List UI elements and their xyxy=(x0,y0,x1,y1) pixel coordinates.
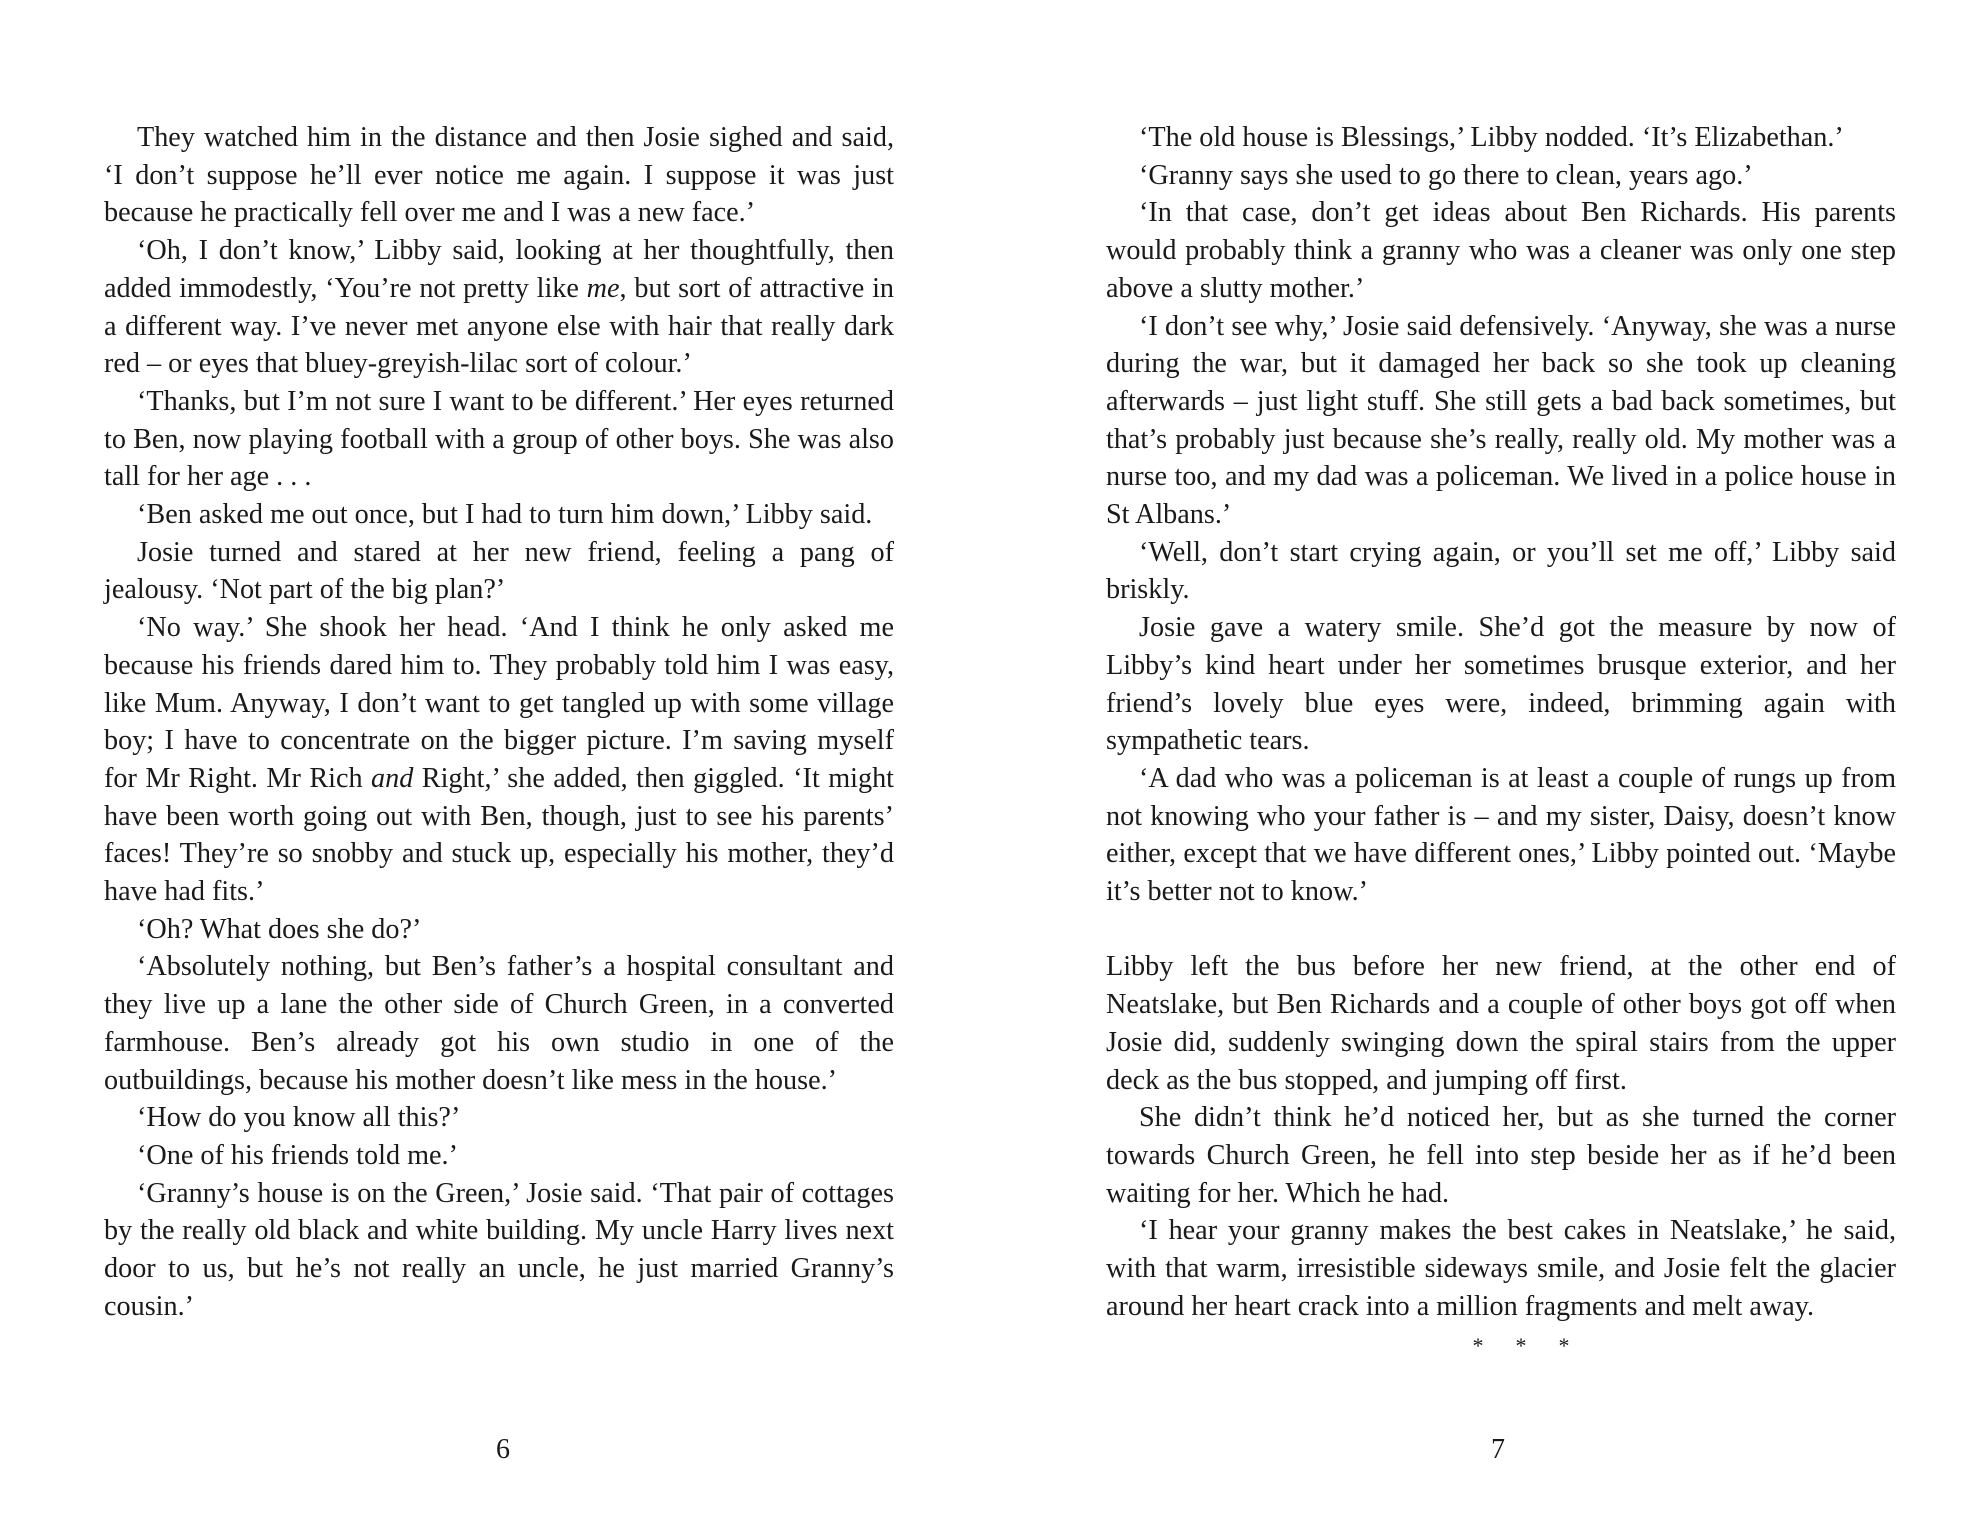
paragraph xyxy=(104,232,894,383)
paragraph-text: ‘Thanks, but I’m not sure I want to be different.’ Her eyes returned to Ben, now playing football with a group of other boys. She was also tall for her age . . . xyxy=(104,385,894,493)
paragraph xyxy=(104,1175,894,1326)
paragraph-text: ‘Ben asked me out once, but I had to turn him down,’ Libby said. xyxy=(137,499,873,531)
right-page-number: 7 xyxy=(1491,1434,1505,1465)
paragraph-text: ‘I don’t see why,’ Josie said defensively. ‘Anyway, she was a nurse during the war, but it damaged her back so she took up cleaning afterwards – just light stuff. She still gets a bad back sometimes, but that’s probably just because she’s really, really old. My mother was a nurse too, and my dad was a policeman. We lived in a police house in St Albans.’ xyxy=(1106,310,1896,531)
paragraph xyxy=(1106,194,1896,307)
paragraph xyxy=(1106,1099,1896,1212)
paragraph xyxy=(1106,609,1896,760)
paragraph-text: ‘Well, don’t start crying again, or you’ll set me off,’ Libby said briskly. xyxy=(1106,536,1896,606)
paragraph xyxy=(104,1137,894,1175)
paragraph xyxy=(104,948,894,1099)
paragraph-text: ‘Oh? What does she do?’ xyxy=(137,913,422,945)
paragraph-text: ‘The old house is Blessings,’ Libby nodded. ‘It’s Elizabethan.’ xyxy=(1139,122,1844,153)
paragraph xyxy=(104,119,894,232)
paragraph xyxy=(1106,534,1896,609)
paragraph-text: ‘How do you know all this?’ xyxy=(137,1102,461,1134)
paragraph-text: ‘One of his friends told me.’ xyxy=(137,1139,458,1171)
scene-break xyxy=(1146,1327,1896,1365)
paragraph-text: , but sort of attractive in a different way. I’ve never met anyone else with hair that really dark red – or eyes that bluey-greyish-lilac sort of colour.’ xyxy=(104,272,894,380)
left-page-number: 6 xyxy=(496,1434,510,1465)
left-page-text xyxy=(104,119,894,1326)
paragraph xyxy=(104,911,894,949)
paragraph-text: Josie gave a watery smile. She’d got the measure by now of Libby’s kind heart under her sometimes brusque exterior, and her friend’s lovely blue eyes were, indeed, brimming again with sympathetic tears. xyxy=(1106,612,1896,757)
paragraph-text: Josie turned and stared at her new friend, feeling a pang of jealousy. ‘Not part of the big plan?’ xyxy=(104,536,894,606)
paragraph-text: ‘Oh, I don’t know,’ Libby said, looking at her thoughtfully, then added immodestly, ‘You’re not pretty like xyxy=(104,235,894,304)
paragraph xyxy=(1106,760,1896,911)
paragraph xyxy=(1106,1212,1896,1325)
paragraph-text: They watched him in the distance and then Josie sighed and said, ‘I don’t suppose he’ll ever notice me again. I suppose it was just because he practically fell over me and I was a new face.’ xyxy=(104,122,894,229)
scene-break-asterisk: * xyxy=(1558,1333,1570,1359)
paragraph xyxy=(1106,308,1896,534)
paragraph xyxy=(104,609,894,911)
right-page-text xyxy=(1106,119,1896,1365)
paragraph-text: Right,’ she added, then giggled. ‘It might have been worth going out with Ben, though, just to see his parents’ faces! They’re so snobby and stuck up, especially his mother, they’d have had fits.’ xyxy=(104,762,895,908)
paragraph-text: Libby left the bus before her new friend, at the other end of Neatslake, but Ben Richards and a couple of other boys got off when Josie did, suddenly swinging down the spiral stairs from the upper deck as the bus stopped, and jumping off first. xyxy=(1106,951,1896,1096)
paragraph-text: ‘A dad who was a policeman is at least a couple of rungs up from not knowing who your father is – and my sister, Daisy, doesn’t know either, except that we have different ones,’ Libby pointed out. ‘Maybe it’s better not to know.’ xyxy=(1106,762,1896,908)
italic-text: and xyxy=(371,762,414,794)
paragraph-text: ‘Granny’s house is on the Green,’ Josie said. ‘That pair of cottages by the really old black and white building. My uncle Harry lives next door to us, but he’s not really an uncle, he just married Granny’s cousin.’ xyxy=(104,1177,894,1322)
paragraph-text: ‘Absolutely nothing, but Ben’s father’s a hospital consultant and they live up a lane the other side of Church Green, in a converted farmhouse. Ben’s already got his own studio in one of the outbuildings, because his mother doesn’t like mess in the house.’ xyxy=(104,951,894,1096)
paragraph xyxy=(104,534,894,609)
scene-break-asterisk: * xyxy=(1472,1333,1484,1359)
paragraph-text: ‘No way.’ She shook her head. ‘And I think he only asked me because his friends dared him to. They probably told him I was easy, like Mum. Anyway, I don’t want to get tangled up with some village boy; I have to concentrate on the bigger picture. I’m saving myself for Mr Right. Mr Rich xyxy=(104,612,894,794)
paragraph xyxy=(1106,119,1896,157)
italic-text: me xyxy=(586,272,620,304)
paragraph-text: ‘I hear your granny makes the best cakes in Neatslake,’ he said, with that warm, irresistible sideways smile, and Josie felt the glacier around her heart crack into a million fragments and melt away. xyxy=(1106,1215,1896,1322)
paragraph xyxy=(104,383,894,496)
paragraph xyxy=(1106,948,1896,1099)
paragraph xyxy=(104,496,894,534)
paragraph-text: ‘Granny says she used to go there to clean, years ago.’ xyxy=(1139,159,1753,191)
paragraph-text: She didn’t think he’d noticed her, but as she turned the corner towards Church Green, he fell into step beside her as if he’d been waiting for her. Which he had. xyxy=(1106,1102,1896,1209)
scene-break-asterisk: * xyxy=(1515,1333,1527,1359)
paragraph xyxy=(1106,157,1896,195)
paragraph-text: ‘In that case, don’t get ideas about Ben Richards. His parents would probably think a granny who was a cleaner was only one step above a slutty mother.’ xyxy=(1106,197,1896,304)
paragraph xyxy=(104,1099,894,1137)
